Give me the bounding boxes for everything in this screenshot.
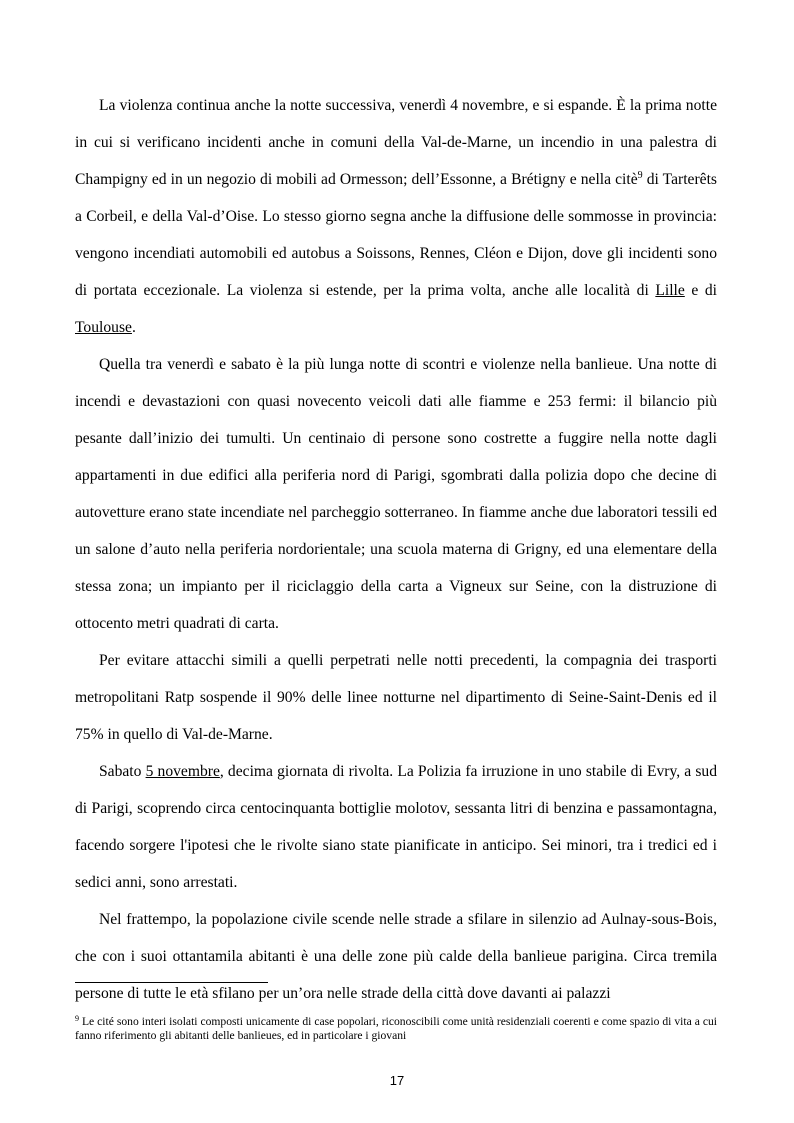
- paragraph-3: Per evitare attacchi simili a quelli perpetrati nelle notti precedenti, la compagnia dei trasporti metropolitani Ratp sospende il 90% delle linee notturne nel dipartimento di Seine-Saint-Denis ed il 75% in quello di Val-de-Marne.: [75, 652, 717, 743]
- paragraph-1: La violenza continua anche la notte successiva, venerdì 4 novembre, e si espande. È la prima notte in cui si verificano incidenti anche in comuni della Val-de-Marne, un incendio in una palestra di Champigny ed in un negozio di mobili ad Ormesson; dell’Essonne, a Brétigny e nella citè$^9$ di Tarterêts a Corbeil, e della Val-d’Oise. Lo stesso giorno segna anche la diffusione delle sommosse in provincia: vengono incendiati automobili ed autobus a Soissons, Rennes, Cléon e Dijon, dove gli incidenti sono di portata eccezionale. La violenza si estende, per la prima volta, anche alle località di Lille e di Toulouse.: [75, 97, 717, 336]
- paragraph-5: Nel frattempo, la popolazione civile scende nelle strade a sfilare in silenzio ad Aulnay-sous-Bois, che con i suoi ottantamila abitanti è una delle zone più calde della banlieue parigina. Circa tremila persone di tutte le età sfilano per un’ora nelle strade della città dove davanti ai palazzi: [75, 911, 717, 1002]
- paragraph-2: Quella tra venerdì e sabato è la più lunga notte di scontri e violenze nella banlieue. Una notte di incendi e devastazioni con quasi novecento veicoli dati alle fiamme e 253 fermi: il bilancio più pesante dall’inizio dei tumulti. Un centinaio di persone sono costrette a fuggire nella notte dagli appartamenti in due edifici alla periferia nord di Parigi, sgombrati dalla polizia dopo che decine di autovetture erano state incendiate nel parcheggio sotterraneo. In fiamme anche due laboratori tessili ed un salone d’auto nella periferia nordorientale; una scuola materna di Grigny, ed una elementare della stessa zona; un impianto per il riciclaggio della carta a Vigneux sur Seine, con la distruzione di ottocento metri quadrati di carta.: [75, 356, 717, 632]
- link-5-novembre[interactable]: 5 novembre: [145, 763, 220, 780]
- page-number: 17: [389, 1073, 405, 1088]
- link-lille[interactable]: Lille: [655, 282, 685, 299]
- footnote: [75, 1015, 717, 1043]
- footnote-ref[interactable]: 9: [637, 170, 643, 181]
- footnote-separator: [75, 982, 268, 983]
- page-body: [75, 87, 717, 1012]
- paragraph-4: Sabato 5 novembre, decima giornata di rivolta. La Polizia fa irruzione in uno stabile di Evry, a sud di Parigi, scoprendo circa centocinquanta bottiglie molotov, sessanta litri di benzina e passamontagna, facendo sorgere l'ipotesi che le rivolte siano state pianificate in anticipo. Sei minori, tra i tredici ed i sedici anni, sono arrestati.: [75, 763, 717, 891]
- link-toulouse[interactable]: Toulouse: [75, 319, 132, 336]
- footnote-number: 9: [75, 1014, 79, 1023]
- footnote-text: Le cité sono interi isolati composti unicamente di case popolari, riconoscibili come unità residenziali coerenti e come spazio di vita a cui fanno riferimento gli abitanti delle banlieues, ed in particolare i giovani: [75, 1015, 717, 1042]
